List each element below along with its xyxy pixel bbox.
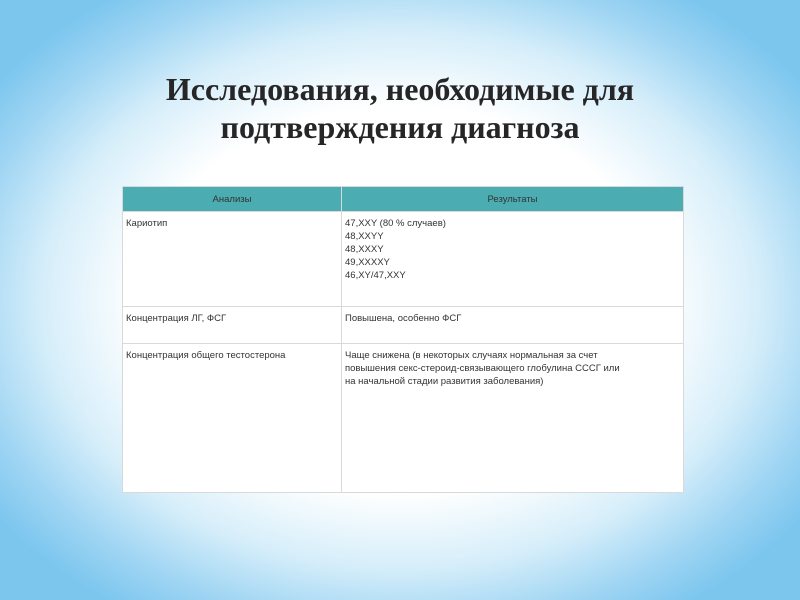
header-tests: Анализы xyxy=(123,187,342,212)
test-cell: Кариотип xyxy=(123,212,342,307)
result-cell xyxy=(342,344,684,493)
result-line: Повышена, особенно ФСГ xyxy=(345,313,462,324)
slide-title-line: подтверждения диагноза xyxy=(220,109,580,145)
result-line: 47,XXY (80 % случаев) xyxy=(345,218,446,229)
result-line: 48,XXYY xyxy=(345,231,384,242)
header-results: Результаты xyxy=(342,187,684,212)
result-cell xyxy=(342,212,684,307)
slide-title-line: Исследования, необходимые для xyxy=(165,71,635,107)
result-line: 46,XY/47,XXY xyxy=(345,270,406,281)
slide-title xyxy=(100,70,700,146)
result-line: 48,XXXY xyxy=(345,244,384,255)
result-line: на начальной стадии развития заболевания) xyxy=(345,376,544,387)
table-row xyxy=(123,344,684,493)
test-cell: Концентрация общего тестостерона xyxy=(123,344,342,493)
table-header-row xyxy=(123,187,684,212)
result-line: 49,XXXXY xyxy=(345,257,390,268)
table-row xyxy=(123,212,684,307)
result-line: повышения секс-стероид-связывающего глобулина СССГ или xyxy=(345,363,620,374)
result-line: Чаще снижена (в некоторых случаях нормальная за счет xyxy=(345,350,598,361)
table-row xyxy=(123,307,684,344)
test-cell: Концентрация ЛГ, ФСГ xyxy=(123,307,342,344)
result-cell xyxy=(342,307,684,344)
diagnosis-table xyxy=(122,186,684,493)
